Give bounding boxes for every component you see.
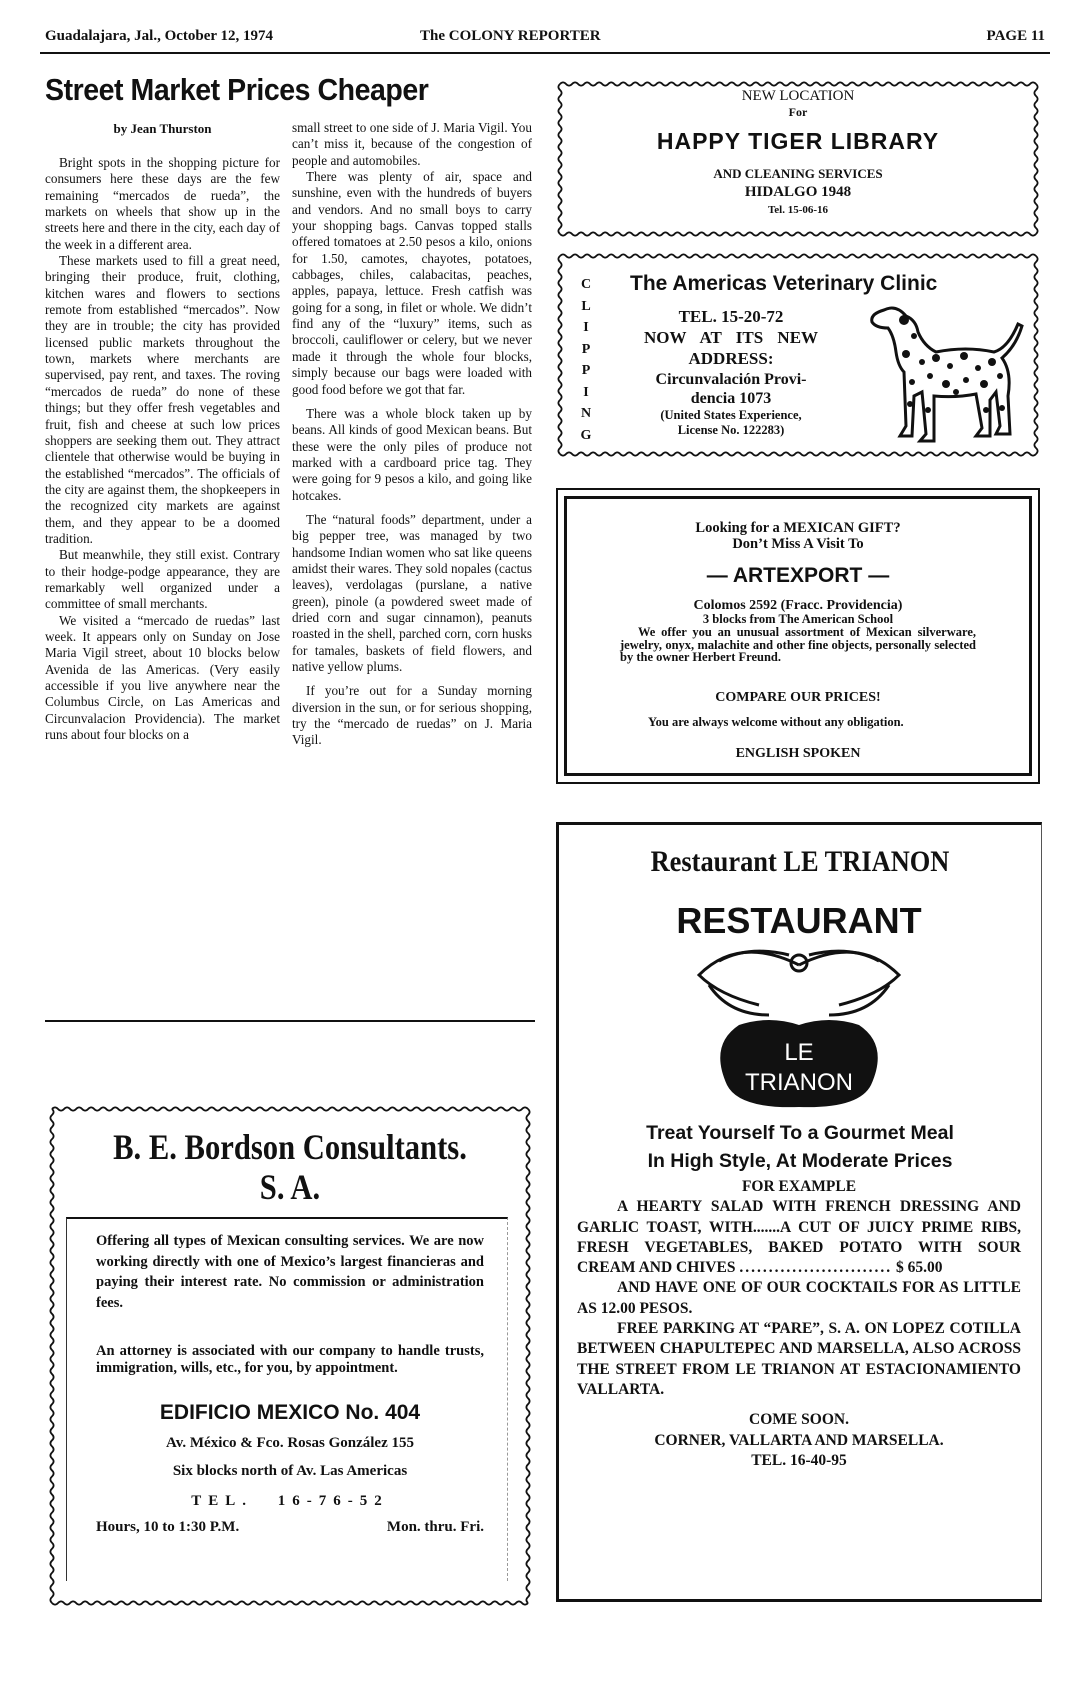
header-rule bbox=[40, 52, 1050, 54]
come-soon: COME SOON. bbox=[749, 1411, 849, 1429]
side-letter: N bbox=[580, 406, 592, 421]
wavy-border-edge bbox=[50, 1109, 53, 1603]
article-title: Street Market Prices Cheaper bbox=[45, 72, 429, 107]
side-letter: P bbox=[581, 341, 591, 357]
restaurant-tel: TEL. 16-40-95 bbox=[751, 1451, 847, 1469]
clinic-new: NOW AT ITS NEW bbox=[643, 328, 819, 347]
ad-restaurant-le-trianon bbox=[556, 822, 1042, 1602]
restaurant-corner: CORNER, VALLARTA AND MARSELLA. bbox=[654, 1431, 944, 1449]
ad-veterinary-clinic bbox=[556, 252, 1040, 458]
article-end-rule bbox=[45, 1020, 535, 1022]
page-number: PAGE 11 bbox=[986, 28, 1045, 44]
clinic-address-label: ADDRESS: bbox=[688, 349, 774, 368]
bordson-directions: Six blocks north of Av. Las Americas bbox=[172, 1463, 408, 1479]
ad-artexport bbox=[556, 488, 1040, 784]
artexport-english: ENGLISH SPOKEN bbox=[735, 746, 861, 761]
artexport-line1: Looking for a MEXICAN GIFT? bbox=[695, 520, 901, 536]
tagline-1: Treat Yourself To a Gourmet Meal bbox=[646, 1122, 954, 1144]
restaurant-tagline bbox=[559, 1119, 1041, 1175]
for-example: FOR EXAMPLE bbox=[741, 1178, 857, 1195]
paragraph: Bright spots in the shopping picture for consumers here these days are the few remaining “mercados de rueda”, the markets on wheels that show up in the streets here and there in the city, each day of the week in a different area. bbox=[45, 155, 280, 252]
dalmatian-dog-icon bbox=[866, 296, 1026, 446]
library-address: HIDALGO 1948 bbox=[744, 184, 852, 200]
logo-le-text: LE bbox=[784, 1039, 814, 1066]
bordson-body-2: An attorney is associated with our company to handle trusts, immigration, wills, etc., for you, by appointment. bbox=[96, 1343, 484, 1376]
tagline-2: In High Style, At Moderate Prices bbox=[647, 1150, 953, 1172]
bordson-building: EDIFICIO MEXICO No. 404 bbox=[159, 1401, 421, 1424]
article-column-1 bbox=[45, 155, 280, 743]
bordson-body-1: Offering all types of Mexican consulting services. We are now working directly with one of Mexico’s largest financieras and paying their interest rate. No commission or administration fees. bbox=[96, 1233, 484, 1311]
paragraph: If you’re out for a Sunday morning diversion in the sun, or for serious shopping, try the “mercado de ruedas” on J. Maria Vigil. bbox=[292, 683, 532, 748]
menu-text: A HEARTY SALAD WITH FRENCH DRESSING AND GARLIC TOAST, WITH.......A CUT OF JUICY PRIME RIBS, FRESH VEGETABLES, BAKED POTATO WITH SOUR CREAM AND CHIVES bbox=[577, 1198, 1021, 1277]
restaurant-title: Restaurant LE TRIANON bbox=[650, 845, 950, 878]
ad-bordson-consultants bbox=[48, 1105, 532, 1607]
paragraph: small street to one side of J. Maria Vigil. You can’t miss it, because of the congestion of people and automobiles. bbox=[292, 120, 532, 168]
byline: by Jean Thurston bbox=[113, 121, 212, 136]
wavy-border-edge bbox=[558, 256, 561, 454]
le-trianon-logo bbox=[649, 895, 949, 1115]
menu-price: $ 65.00 bbox=[895, 1259, 943, 1277]
wavy-border-edge bbox=[526, 1109, 529, 1603]
bordson-address: Av. México & Fco. Rosas González 155 bbox=[165, 1435, 414, 1451]
clinic-tel: TEL. 15-20-72 bbox=[678, 307, 784, 326]
library-name: HAPPY TIGER LIBRARY bbox=[656, 128, 940, 154]
artexport-line2: Don’t Miss A Visit To bbox=[732, 536, 864, 552]
wavy-border-edge bbox=[560, 254, 1036, 257]
paragraph: But meanwhile, they still exist. Contrary to their hodge-podge appearance, they are remarkably well organized under a committee of small merchants. bbox=[45, 547, 280, 612]
side-letter: L bbox=[581, 298, 591, 314]
artexport-welcome: You are always welcome without any obligation. bbox=[648, 715, 904, 729]
paragraph: There was plenty of air, space and sunshine, even with the hundreds of buyers and vendors. And no small boys to carry your shopping bags. Canvas topped stalls offered tomatoes at 2.50 pesos a kilo, onions for 1.50, camotes, chayotes, potatoes, cabbages, chiles, calabacitas, peaches, apples, papaya, lettuce. Fresh catfish was going for a song, in filet or whole. We didn’t find any of the “luxury” items, such as broccoli, cauliflower or celery, but we never made it through the whole four blocks, simply because our bags were loaded with good food before we got that far. bbox=[292, 169, 532, 397]
restaurant-body bbox=[577, 1177, 1021, 1471]
paragraph: The “natural foods” department, under a big pepper tree, was managed by two handsome Indian women who sat like queens amidst their wares. They sold nopales (cactus leaves), verdolagas (purslane, a native green), pinole (a powdered sweet made of dried corn and sugar cinnamon), peanuts roasted in the shell, parched corn, corn husks for tamales, baskets of field flowers, and native yellow plums. bbox=[292, 511, 532, 674]
article-column-2 bbox=[292, 120, 532, 749]
paragraph: These markets used to fill a great need, bringing their produce, fruit, clothing, kitchen wares and flowers to sections remote from established “mercados”. Now they are in trouble; the city has provided licensed public markets throughout the town, markets where merchants are supervised, pay rent, and taxes. The roving “mercados de rueda” do none of these things; but they offer fresh vegetables and fruit, fish and cheese at such low prices shoppers are seeking them out. They attract clientele that otherwise would be buying in the established “mercados”. The officials of the city are against them, the shopkeepers in the recognized city markets are against them, and they appear to be a doomed tradition. bbox=[45, 253, 280, 546]
ad-happy-tiger-library bbox=[556, 80, 1040, 238]
logo-restaurant-text: RESTAURANT bbox=[676, 900, 922, 941]
artexport-address: Colomos 2592 (Fracc. Providencia) bbox=[693, 598, 903, 613]
bordson-hours: Hours, 10 to 1:30 P.M. bbox=[96, 1519, 240, 1535]
artexport-compare: COMPARE OUR PRICES! bbox=[715, 690, 881, 705]
bordson-tel: TEL. 16-76-52 bbox=[191, 1493, 389, 1509]
side-letter: I bbox=[583, 384, 589, 400]
parking: FREE PARKING AT “PARE”, S. A. ON LOPEZ COTILLA BETWEEN CHAPULTEPEC AND MARSELLA, ALSO ACROSS THE STREET FROM LE TRIANON AT ESTACIONAMIENTO VALLARTA. bbox=[577, 1320, 1021, 1398]
paragraph: There was a whole block taken up by beans. All kinds of good Mexican beans. But these were the only piles of produce not marked with a cardboard price tag. They were going for 9 pesos a kilo, and going like hotcakes. bbox=[292, 405, 532, 503]
bordson-name bbox=[84, 1127, 495, 1207]
new-location: NEW LOCATION bbox=[741, 88, 855, 104]
logo-trianon-text: TRIANON bbox=[745, 1069, 853, 1096]
clinic-address-1: Circunvalación Provi- bbox=[655, 371, 807, 388]
wavy-border-edge bbox=[560, 452, 1036, 455]
masthead: The COLONY REPORTER bbox=[420, 28, 601, 44]
clinic-address-2: dencia 1073 bbox=[690, 390, 772, 407]
dateline: Guadalajara, Jal., October 12, 1974 bbox=[45, 28, 274, 44]
artexport-blocks: 3 blocks from The American School bbox=[702, 612, 894, 626]
clinic-name: The Americas Veterinary Clinic bbox=[630, 272, 938, 295]
wavy-border-edge bbox=[52, 1601, 528, 1604]
artexport-intro bbox=[588, 520, 1008, 552]
wavy-border-edge bbox=[560, 232, 1036, 235]
library-tel: Tel. 15-06-16 bbox=[767, 204, 829, 216]
menu-description: A HEARTY SALAD WITH FRENCH DRESSING AND GARLIC TOAST, WITH.......A CUT OF JUICY PRIME RIBS, FRESH VEGETABLES, BAKED POTATO WITH SOUR CREAM AND CHIVES .......................... $ 65.00 bbox=[577, 1198, 1021, 1277]
side-letter: P bbox=[581, 363, 591, 378]
artexport-body: We offer you an unusual assortment of Mexican silverware, jewelry, onyx, malachite and other fine objects, personally selected by the owner Herbert Freund. bbox=[620, 625, 976, 664]
bordson-days: Mon. thru. Fri. bbox=[386, 1519, 484, 1535]
wavy-border-edge bbox=[1034, 256, 1037, 454]
artexport-name: — ARTEXPORT — bbox=[706, 564, 890, 587]
clinic-note-1: (United States Experience, bbox=[660, 408, 802, 422]
cocktails: AND HAVE ONE OF OUR COCKTAILS FOR AS LITTLE AS 12.00 PESOS. bbox=[577, 1279, 1021, 1317]
side-letter: C bbox=[580, 277, 592, 292]
clinic-details bbox=[611, 306, 851, 438]
bordson-name-1: B. E. Bordson Consultants. bbox=[113, 1127, 467, 1167]
wavy-border-edge bbox=[560, 82, 1036, 85]
for-label: For bbox=[788, 105, 808, 119]
bordson-name-2: S. A. bbox=[259, 1167, 321, 1207]
wavy-border-edge bbox=[52, 1107, 528, 1110]
side-letter: I bbox=[583, 320, 589, 335]
side-letter: G bbox=[580, 427, 592, 443]
paragraph: We visited a “mercado de ruedas” last week. It appears only on Sunday on Jose Maria Vigil street, about 10 blocks below Avenida de las Americas. (Very easily accessible if you live anywhere near the Columbus Circle, on Las Americas and Circunvalacion Providencia). The market runs about four blocks on a bbox=[45, 612, 280, 743]
clipping-side-label bbox=[578, 274, 594, 446]
library-services: AND CLEANING SERVICES bbox=[713, 166, 883, 181]
clinic-note-2: License No. 122283) bbox=[677, 423, 785, 437]
